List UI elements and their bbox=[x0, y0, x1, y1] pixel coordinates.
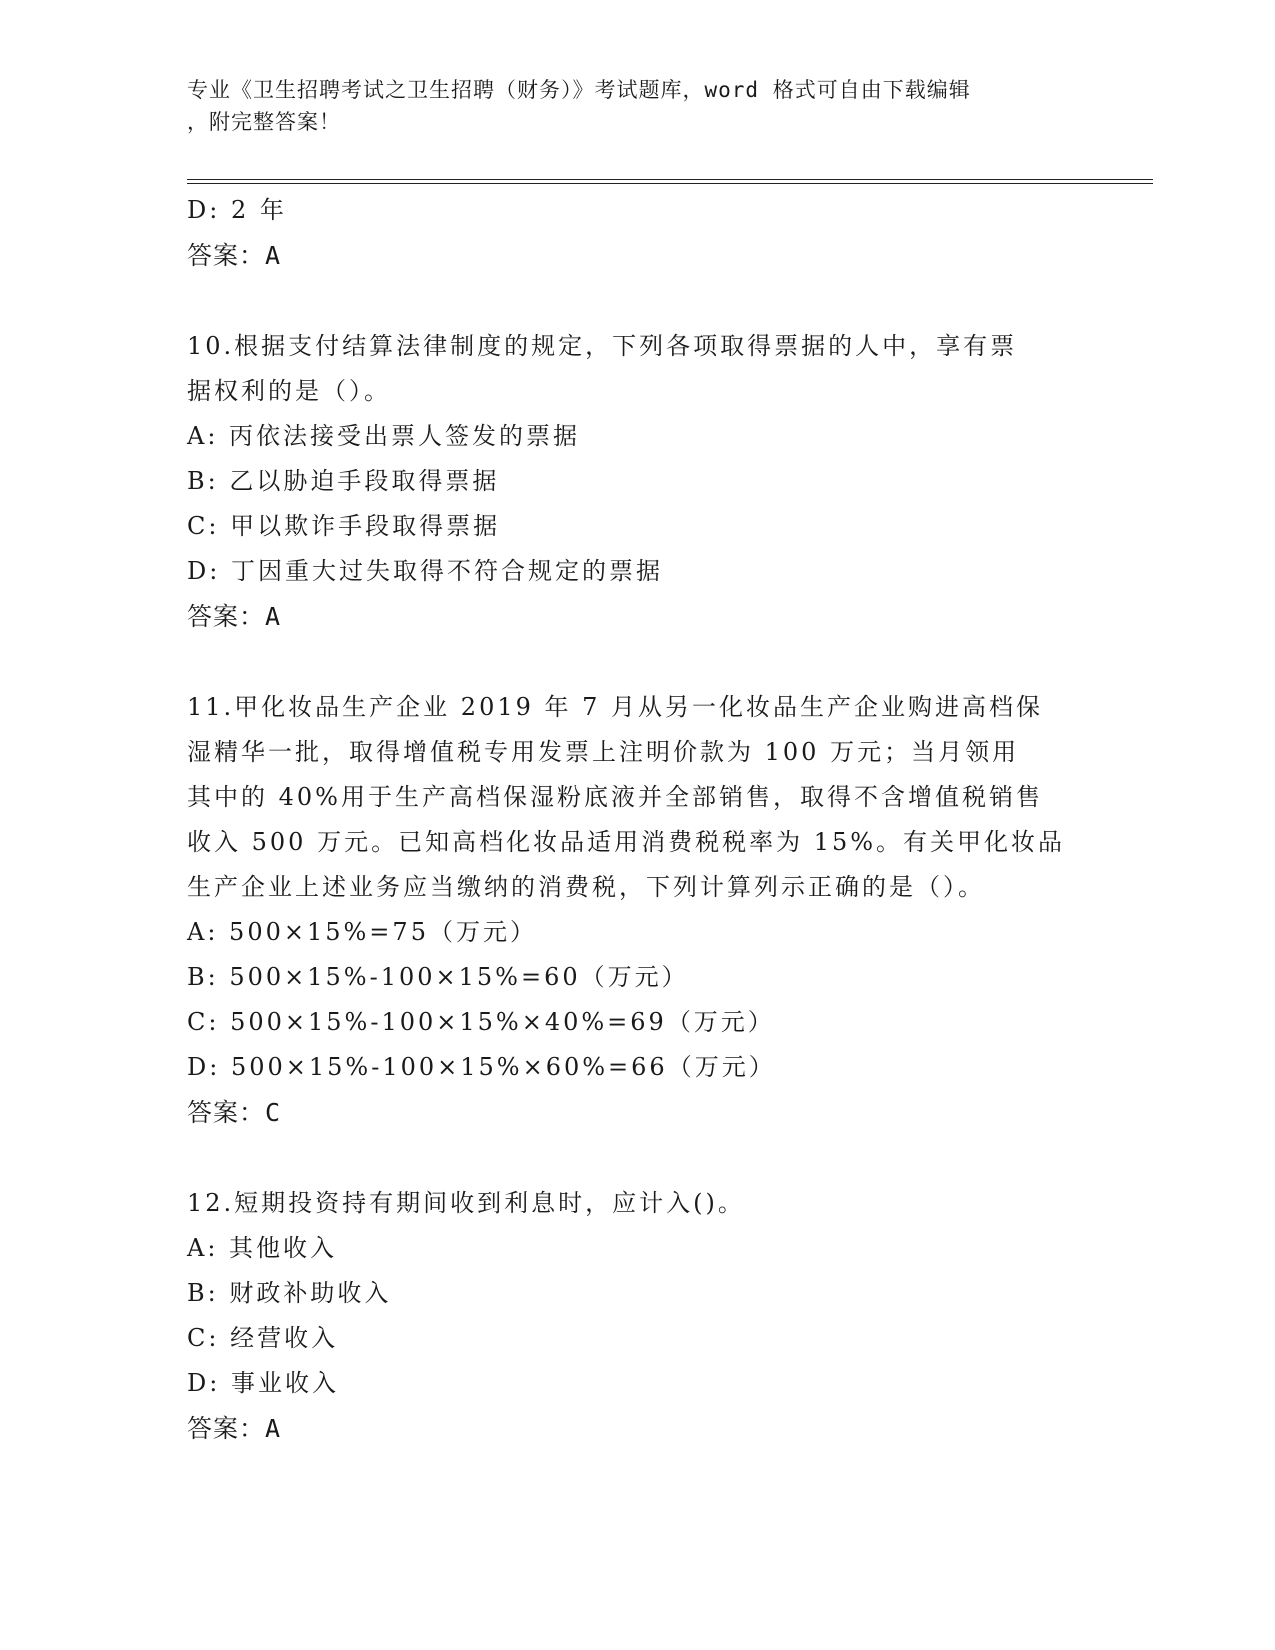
page-header bbox=[187, 74, 1067, 138]
header-divider-bottom bbox=[187, 183, 1153, 184]
spacer bbox=[187, 1135, 1087, 1181]
answer-value: A bbox=[265, 602, 282, 631]
answer-previous bbox=[187, 233, 1087, 278]
answer-value: A bbox=[265, 1414, 282, 1443]
question-12-option-d: D: 事业收入 bbox=[187, 1369, 339, 1397]
question-content bbox=[187, 188, 1087, 1451]
question-11-line: 收入 500 万元。已知高档化妆品适用消费税税率为 15%。有关甲化妆品 bbox=[187, 828, 1066, 856]
question-10-text bbox=[187, 324, 1087, 414]
question-11-option-c: C: 500×15%-100×15%×40%=69（万元） bbox=[187, 1008, 775, 1036]
question-10-option-a: A: 丙依法接受出票人签发的票据 bbox=[187, 422, 581, 450]
question-11-line: 其中的 40%用于生产高档保湿粉底液并全部销售，取得不含增值税销售 bbox=[187, 783, 1043, 811]
question-11-option-b: B: 500×15%-100×15%=60（万元） bbox=[187, 963, 689, 991]
header-line-2: ，附完整答案！ bbox=[187, 110, 341, 134]
question-10-option-b: B: 乙以胁迫手段取得票据 bbox=[187, 467, 500, 495]
answer-label: 答案： bbox=[187, 1098, 266, 1127]
question-11-text bbox=[187, 685, 1087, 910]
answer-value: A bbox=[265, 241, 282, 270]
question-12-text bbox=[187, 1181, 1087, 1226]
header-line-1: 专业《卫生招聘考试之卫生招聘（财务）》考试题库，word 格式可自由下载编辑 bbox=[187, 78, 971, 102]
answer-label: 答案： bbox=[187, 602, 266, 631]
option-d-previous: D: 2 年 bbox=[187, 196, 287, 224]
question-11-answer bbox=[187, 1090, 1087, 1135]
question-11-line: 湿精华一批，取得增值税专用发票上注明价款为 100 万元；当月领用 bbox=[187, 738, 1020, 766]
question-12-answer bbox=[187, 1406, 1087, 1451]
question-10-option-c: C: 甲以欺诈手段取得票据 bbox=[187, 512, 501, 540]
header-divider-top bbox=[187, 179, 1153, 180]
answer-value: C bbox=[265, 1098, 282, 1127]
question-11-option-d: D: 500×15%-100×15%×60%=66（万元） bbox=[187, 1053, 776, 1081]
question-12-option-c: C: 经营收入 bbox=[187, 1324, 339, 1352]
question-10-line: 据权利的是（）。 bbox=[187, 377, 391, 405]
question-10-option-d: D: 丁因重大过失取得不符合规定的票据 bbox=[187, 557, 663, 585]
question-11-option-a: A: 500×15%=75（万元） bbox=[187, 918, 537, 946]
question-12-option-b: B: 财政补助收入 bbox=[187, 1279, 392, 1307]
question-11-line: 生产企业上述业务应当缴纳的消费税，下列计算列示正确的是（）。 bbox=[187, 873, 985, 901]
question-11-line: 11.甲化妆品生产企业 2019 年 7 月从另一化妆品生产企业购进高档保 bbox=[187, 693, 1044, 721]
question-12-line: 12.短期投资持有期间收到利息时，应计入()。 bbox=[187, 1189, 745, 1217]
question-10-line: 10.根据支付结算法律制度的规定，下列各项取得票据的人中，享有票 bbox=[187, 332, 1018, 360]
question-12-option-a: A: 其他收入 bbox=[187, 1234, 338, 1262]
question-10-answer bbox=[187, 594, 1087, 639]
spacer bbox=[187, 639, 1087, 685]
spacer bbox=[187, 278, 1087, 324]
answer-label: 答案： bbox=[187, 241, 266, 270]
answer-label: 答案： bbox=[187, 1414, 266, 1443]
